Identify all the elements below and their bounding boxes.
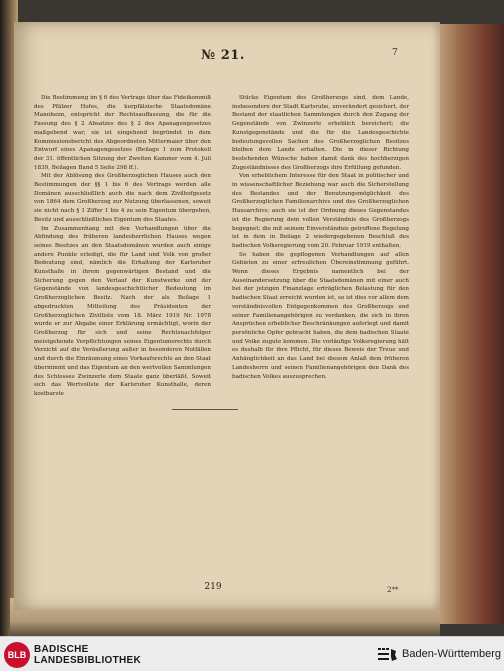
library-name-line1: BADISCHE [34, 644, 89, 655]
paragraph: Die Bestimmung im § 6 des Vertrags über das Fideikommiß des Pfälzer Hofes, die kurpfälzische Staatsdomäne Mannheim, entspricht der Rechtsauffassung, die für die Fassung des § 2 Absatzes des § 2 des Apanagengesetzes maßgebend war; sie ist eingehend begründet in dem Kommissionsbericht des Abgeordneten Mittermaier über den Entwurf eines Apanagengesetzes (Beilage 1 zum Protokoll der 31. öffentlichen Sitzung der Zweiten Kammer vom 4. Juli 1839, Beilagen Band 5 Seite 298 ff.). [34, 95, 211, 171]
paragraph: Mit der Ablösung des Großherzoglichen Hauses auch den Bestimmungen der §§ 1 bis 6 des Vertrags werden alle Domänen ausschließlich auch die nach dem Zivilhofgesetz von 1864 dem Großherzog zur Nutzung überlassenen, soweit sie nicht nach § 1 Ziffer 1 bis 4 zu sein Eigentum übergehen, Besitz und ausschließliches Eigentum des Staates. [34, 173, 211, 223]
paragraph: Im Zusammenhang mit den Verhandlungen über die Abfindung des früheren landesherrlichen Hauses wegen seines Besitzes an den Staatsdomänen wurden auch einige andere Punkte erledigt, die für Land und Volk von großer Bedeutung sind, nämlich die Erhaltung der Karlsruher Kunsthalle in ihrem gegenwärtigen Bestand und die Sicherung gegen den Verlauf der Kunstwerke und der Gegenstände von landesgeschichtlicher Bedeutung im Großherzoglichen Besitz. Nach der als Beilage 1 abgedruckten Mitteilung des Präsidenten der Großherzoglichen Zivilliste vom 18. März 1919 Nr. 1978 wurde er zur Abgabe einer Erklärung ermächtigt, worin der Großherzog für sich und seine Rechtsnachfolger meistgehende Verpflichtungen seines Eigentumsrechts durch Verzicht auf die Veräußerung außer in besonderen Notfällen und durch die Einräumung eines Vorkaufsrechts an den Staat übernimmt und das Eigentum an den wertvollen Sammlungen des Schlosses Zwinzerle dem Staate ganz überläßt. Soweit sich das Wertvollste der Karlsruher Kunsthalle, deren kostbarste [34, 225, 211, 397]
text-column-right [232, 94, 409, 381]
state-name[interactable]: Baden-Württemberg [402, 648, 502, 660]
section-divider [172, 409, 238, 410]
paragraph: Von erheblichem Interesse für den Staat in politischer und in wissenschaftlicher Beziehung war auch die Sicherstellung des Bestandes und der Benutzungsmöglichkeit des Großherzoglichen Familienarchivs und des Großherzoglichen Hausarchivs; auch sie ist der Ordnung dieses Gegenstandes ist die Regierung dem vollen Verständnis des Großherzogs begegnet; die mit seinem Einverständnis getroffene Regelung ist in dem in Beilage 2 wiedergegebenen Beschluß des badischen Volksregierung vom 20. Februar 1919 enthalten. [232, 173, 409, 249]
document-number: № 21. [201, 48, 245, 63]
library-name-line2: LANDESBIBLIOTHEK [34, 655, 142, 666]
text-column-left [34, 94, 211, 399]
paragraph: Stücke Eigentum des Großherzogs sind, dem Lande, insbesondere der Stadt Karlsruhe, unverändert gesichert, der Bestand der staatlichen Sammlungen durch den Zugang der Gegenstände von Zwinzerle erheblich bereichert; die Kunstgegenstände und die für die Landesgeschichte bedeutungsvollen Sachen des Großherzoglichen Besitzes bleiben dem Lande erhalten. Die in dieser Richtung bestehenden Wünsche haben damit dank des hochherzigen Zugeständnisses des Großherzogs ihre Erfüllung gefunden. [232, 95, 409, 171]
page-number: 219 [204, 582, 222, 592]
book-cover-edge [434, 24, 504, 624]
printer-signature: 2** [387, 586, 399, 594]
blb-logo[interactable]: BLB [4, 642, 30, 668]
footer-bar [0, 636, 504, 671]
library-name[interactable] [34, 644, 141, 666]
baden-wuerttemberg-lion-icon[interactable] [376, 645, 398, 665]
paragraph: So haben die gepflogenen Verhandlungen auf allen Gebieten zu einer erfreulichen Übereinstimmung geführt. Wenn dieses Ergebnis namentlich bei der Auseinandersetzung über die Staatsdomänen mit einer auch bei der jetzigen Finanzlage erträglichen Belastung für den badischen Staat erreicht worden ist, so ist dies vor allem dem verständnisvollen Entgegenkommen des Großherzogs und seiner Familienangehörigen zu verdanken, die sich in ihren Ansprüchen erheblicher Beschränkungen auferlegt und damit persönliche Opfer gebracht haben, die dem badischen Staate und Volke zugute kommen. Die vorläufige Volksregierung hält es deshalb für ihre Pflicht, für dieses Beweis der Treue und Anhänglichkeit an das Land bei diesem Anlaß dem früheren Landesherrn und seinen Familienangehörigen den Dank des badischen Volkes auszusprechen. [232, 251, 409, 380]
page-marker: 7 [392, 48, 398, 58]
